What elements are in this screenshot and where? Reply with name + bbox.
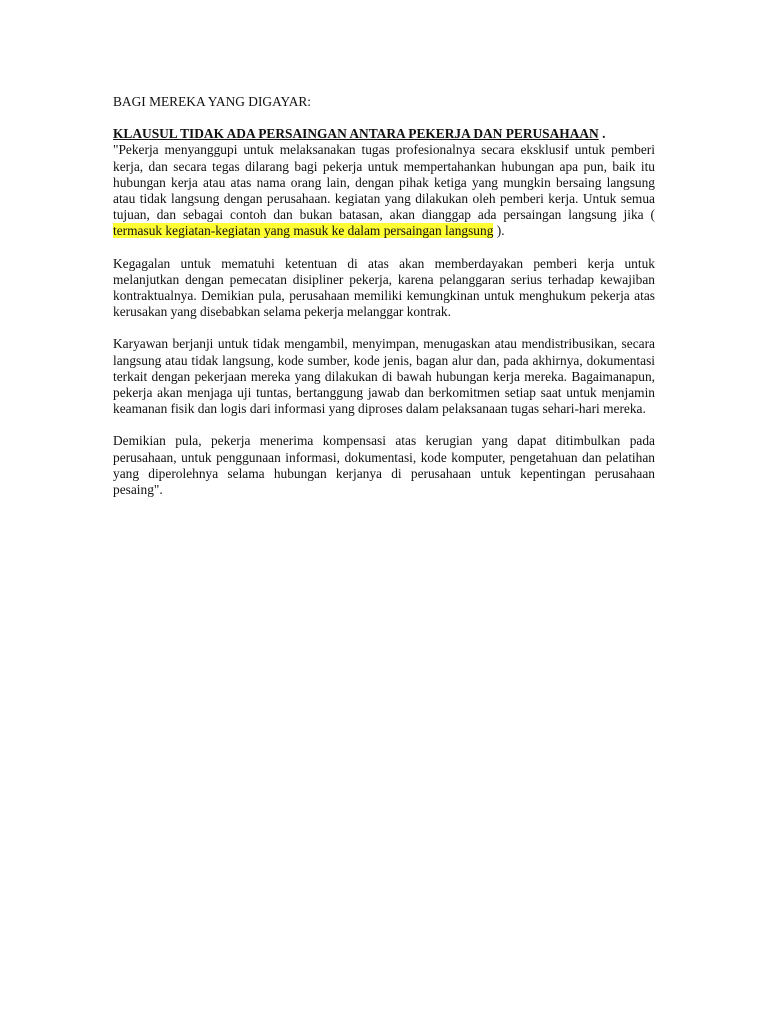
document-page bbox=[113, 94, 655, 514]
clause-title-suffix: . bbox=[598, 126, 606, 142]
clause-title-text: KLAUSUL TIDAK ADA PERSAINGAN ANTARA PEKERJA DAN PERUSAHAAN bbox=[113, 126, 599, 142]
paragraph-exclusivity bbox=[113, 142, 655, 239]
paragraph-compensation: Demikian pula, pekerja menerima kompensasi atas kerugian yang dapat ditimbulkan pada perusahaan, untuk penggunaan informasi, dokumentasi, kode komputer, pengetahuan dan pelatihan yang diperolehnya selama hubungan kerjanya di perusahaan untuk kepentingan perusahaan pesaing". bbox=[113, 433, 655, 498]
paragraph-confidentiality: Karyawan berjanji untuk tidak mengambil, menyimpan, menugaskan atau mendistribusikan, secara langsung atau tidak langsung, kode sumber, kode jenis, bagan alur dan, pada akhirnya, dokumentasi terkait dengan pekerjaan mereka yang dilakukan di bawah hubungan kerja mereka. Bagaimanapun, pekerja akan menjaga uji tuntas, bertanggung jawab dan berkomitmen setiap saat untuk menjamin keamanan fisik dan logis dari informasi yang diproses dalam pelaksanaan tugas sehari-hari mereka. bbox=[113, 336, 655, 417]
paragraph-sanctions: Kegagalan untuk mematuhi ketentuan di atas akan memberdayakan pemberi kerja untuk melanjutkan dengan pemecatan disipliner pekerja, karena pelanggaran serius terhadap kewajiban kontraktualnya. Demikian pula, perusahaan memiliki kemungkinan untuk menghukum pekerja atas kerusakan yang disebabkan selama pekerja melanggar kontrak. bbox=[113, 255, 655, 320]
paragraph-exclusivity-end: ). bbox=[493, 223, 505, 239]
clause-title bbox=[113, 126, 655, 142]
document-heading: BAGI MEREKA YANG DIGAYAR: bbox=[113, 94, 312, 109]
paragraph-exclusivity-text: "Pekerja menyanggupi untuk melaksanakan tugas profesionalnya secara eksklusif untuk pemberi kerja, dan secara tegas dilarang bagi pekerja untuk mempertahankan hubungan apa pun, baik itu hubungan kerja atau atas nama orang lain, dengan pihak ketiga yang mungkin bersaing langsung atau tidak langsung dengan perusahaan. kegiatan yang dilakukan oleh pemberi kerja. Untuk semua tujuan, dan sebagai contoh dan bukan batasan, akan dianggap ada persaingan langsung jika ( bbox=[113, 142, 655, 223]
highlighted-text: termasuk kegiatan-kegiatan yang masuk ke dalam persaingan langsung bbox=[113, 223, 494, 239]
